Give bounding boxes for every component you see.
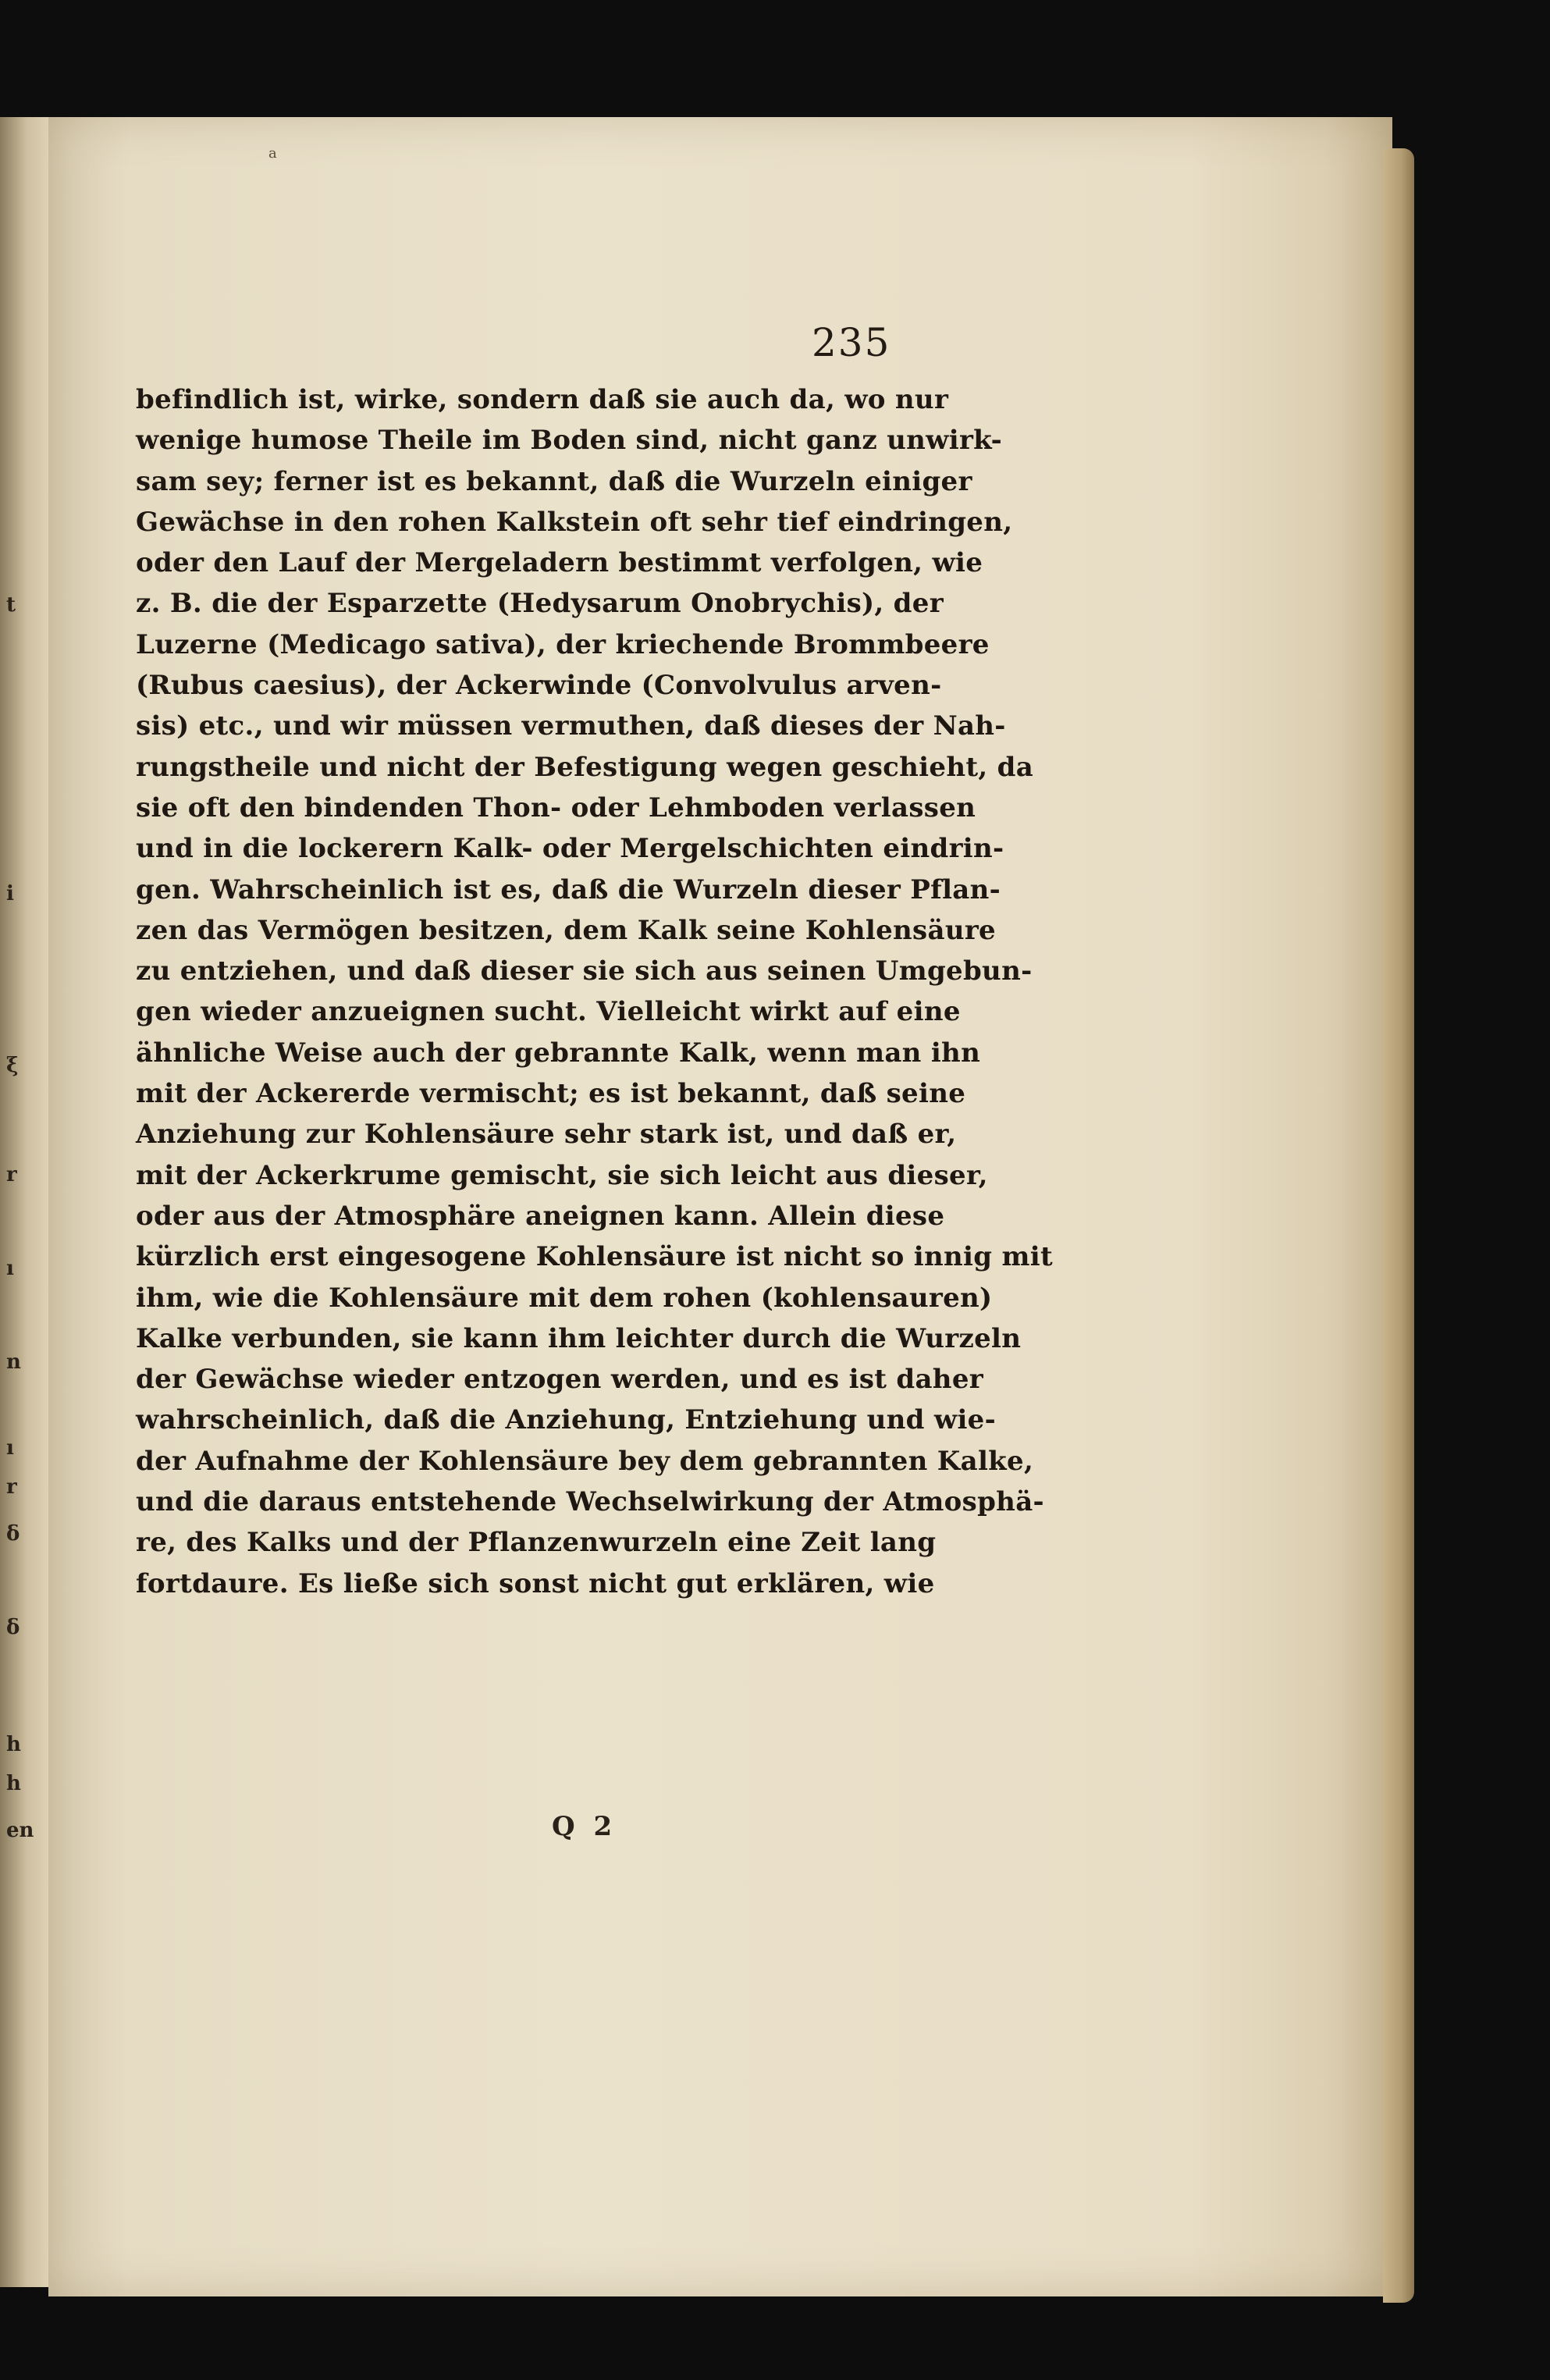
left-page-fragment: ξ [6,1054,19,1077]
text-line: der Aufnahme der Kohlensäure bey dem gebrannten Kalke, [136,1445,1034,1477]
text-line: oder den Lauf der Mergeladern bestimmt verfolgen, wie [136,547,983,579]
text-line: sie oft den bindenden Thon- oder Lehmboden verlassen [136,792,976,824]
text-line: fortdaure. Es ließe sich sonst nicht gut erklären, wie [136,1567,935,1599]
signature-mark: Q 2 [552,1811,617,1842]
book-page [48,117,1392,2296]
left-page-fragment: en [6,1819,34,1842]
text-line: befindlich ist, wirke, sondern daß sie auch da, wo nur [136,384,949,415]
text-line: wenige humose Theile im Boden sind, nicht ganz unwirk- [136,425,1003,457]
page-mark: a [268,145,277,162]
text-line: re, des Kalks und der Pflanzenwurzeln eine Zeit lang [136,1527,937,1559]
left-page-margin [0,117,51,2287]
text-line: (Rubus caesius), der Ackerwinde (Convolvulus arven- [136,670,942,702]
left-page-fragment: δ [6,1522,20,1546]
left-page-fragment: ı [6,1257,14,1280]
text-line: kürzlich erst eingesogene Kohlensäure ist nicht so innig mit [136,1241,1053,1273]
text-line: und in die lockerern Kalk- oder Mergelschichten eindrin- [136,833,1004,865]
text-line: mit der Ackerkrume gemischt, sie sich leicht aus dieser, [136,1159,988,1191]
text-line: mit der Ackererde vermischt; es ist bekannt, daß seine [136,1078,966,1110]
left-page-fragment: δ [6,1616,20,1639]
text-line: gen wieder anzueignen sucht. Vielleicht wirkt auf eine [136,996,961,1028]
text-line: Kalke verbunden, sie kann ihm leichter durch die Wurzeln [136,1322,1022,1354]
text-line: Luzerne (Medicago sativa), der kriechende Brommbeere [136,628,990,660]
text-line: oder aus der Atmosphäre aneignen kann. Allein diese [136,1200,945,1232]
text-line: Anziehung zur Kohlensäure sehr stark ist, und daß er, [136,1119,957,1151]
text-line: wahrscheinlich, daß die Anziehung, Entziehung und wie- [136,1404,997,1436]
body-text [136,379,1053,1604]
text-line: zu entziehen, und daß dieser sie sich aus seinen Umgebun- [136,955,1033,987]
text-line: der Gewächse wieder entzogen werden, und es ist daher [136,1364,983,1396]
left-page-fragment: r [6,1163,17,1186]
text-line: gen. Wahrscheinlich ist es, daß die Wurzeln dieser Pflan- [136,873,1001,905]
text-line: ihm, wie die Kohlensäure mit dem rohen (kohlensauren) [136,1282,993,1314]
text-line: sis) etc., und wir müssen vermuthen, daß dieses der Nah- [136,710,1006,742]
page-edge [1383,148,1414,2303]
left-page-fragment: h [6,1772,21,1795]
text-line: und die daraus entstehende Wechselwirkung der Atmosphä- [136,1486,1044,1518]
left-page-fragment: t [6,593,16,617]
text-line: sam sey; ferner ist es bekannt, daß die Wurzeln einiger [136,465,972,497]
left-page-fragment: h [6,1733,21,1756]
left-page-fragment: i [6,882,14,905]
text-line: rungstheile und nicht der Befestigung wegen geschieht, da [136,751,1034,783]
text-line: zen das Vermögen besitzen, dem Kalk seine Kohlensäure [136,914,996,946]
text-line: Gewächse in den rohen Kalkstein oft sehr tief eindringen, [136,506,1013,538]
page-number: 235 [812,320,891,365]
text-line: ähnliche Weise auch der gebrannte Kalk, wenn man ihn [136,1037,981,1069]
left-page-fragment: r [6,1475,17,1499]
left-page-fragment: ı [6,1436,14,1460]
left-page-fragment: n [6,1350,21,1374]
text-line: z. B. die der Esparzette (Hedysarum Onobrychis), der [136,588,944,620]
